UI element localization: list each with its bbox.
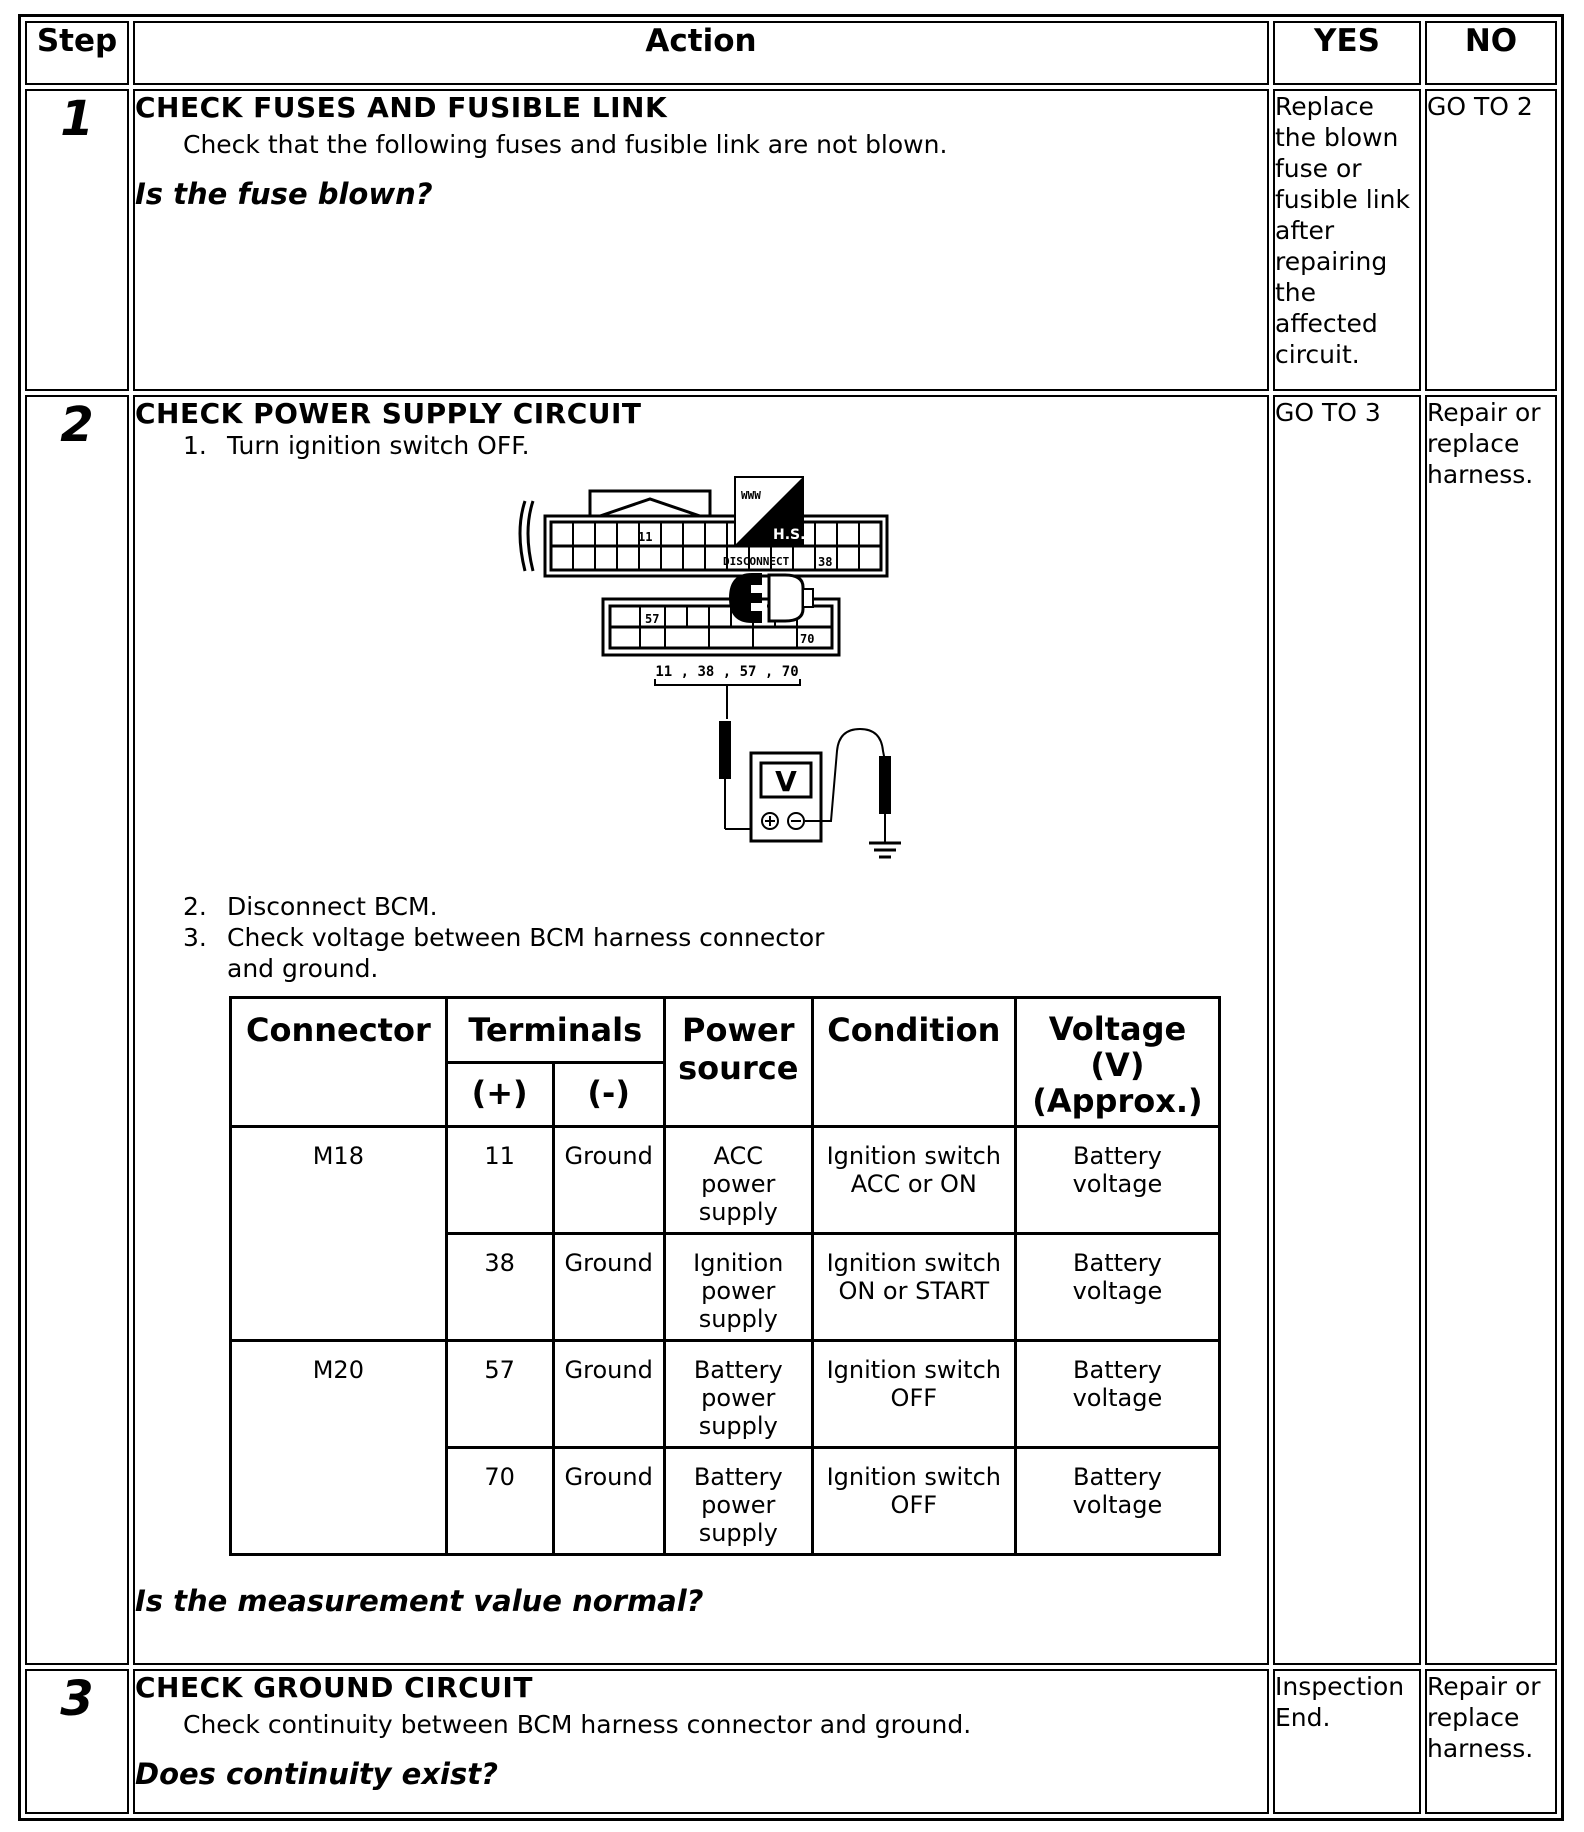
step-question: Does continuity exist? bbox=[135, 1757, 498, 1791]
step-question: Is the fuse blown? bbox=[135, 177, 433, 211]
list-item bbox=[183, 891, 1267, 922]
cell-line: Ignition switch bbox=[826, 1463, 1001, 1491]
spec-header-terminals: Terminals bbox=[446, 998, 664, 1063]
pin-label: 38 bbox=[818, 555, 833, 569]
cell-line: supply bbox=[698, 1519, 778, 1547]
disconnect-icon bbox=[729, 573, 813, 623]
disconnect-label: DISCONNECT bbox=[723, 555, 790, 568]
step-action bbox=[133, 395, 1269, 1665]
list-item bbox=[183, 430, 1267, 461]
cell-line: supply bbox=[698, 1412, 778, 1440]
step-text: Check that the following fuses and fusible link are not blown. bbox=[183, 130, 948, 159]
cell-line: supply bbox=[698, 1198, 778, 1226]
cell-plus: 38 bbox=[446, 1234, 553, 1341]
table-row bbox=[231, 1127, 1220, 1234]
cell-voltage bbox=[1015, 1234, 1219, 1341]
header-yes: YES bbox=[1273, 21, 1421, 85]
spec-header-power-line1: Power bbox=[682, 1011, 795, 1049]
cell-line: Ignition switch bbox=[826, 1356, 1001, 1384]
step-row-3 bbox=[25, 1669, 1557, 1814]
list-item bbox=[183, 922, 1267, 953]
step-text: Check continuity between BCM harness connector and ground. bbox=[183, 1710, 972, 1739]
voltage-spec-table bbox=[229, 996, 1221, 1556]
connector-diagram bbox=[135, 461, 1267, 891]
step-row-1 bbox=[25, 89, 1557, 391]
cell-line: ON or START bbox=[838, 1277, 990, 1305]
list-text: Turn ignition switch OFF. bbox=[227, 431, 530, 460]
pin-label: 11 bbox=[638, 530, 653, 544]
terminals-label: 11 , 38 , 57 , 70 bbox=[655, 664, 799, 680]
hs-top-label: WWW bbox=[741, 489, 761, 502]
cell-line: voltage bbox=[1072, 1277, 1163, 1305]
cell-condition bbox=[812, 1341, 1015, 1448]
cell-line: supply bbox=[698, 1305, 778, 1333]
cell-connector: M20 bbox=[231, 1341, 447, 1555]
step-action bbox=[133, 89, 1269, 391]
cell-condition bbox=[812, 1127, 1015, 1234]
cell-line: voltage bbox=[1072, 1491, 1163, 1519]
diagnosis-procedure-table bbox=[18, 14, 1564, 1821]
cell-line: Battery bbox=[1073, 1142, 1162, 1170]
list-text: and ground. bbox=[227, 954, 379, 983]
cell-power bbox=[664, 1127, 812, 1234]
cell-line: Battery bbox=[1073, 1463, 1162, 1491]
spec-header-minus: (-) bbox=[553, 1062, 664, 1127]
hs-icon bbox=[735, 477, 805, 545]
step-number: 2 bbox=[25, 395, 129, 1665]
spec-header-voltage-line3: (Approx.) bbox=[1032, 1082, 1203, 1120]
pin-label: 70 bbox=[800, 632, 815, 646]
cell-line: voltage bbox=[1072, 1384, 1163, 1412]
spec-header-row bbox=[231, 998, 1220, 1063]
spec-header-condition: Condition bbox=[812, 998, 1015, 1127]
header-no: NO bbox=[1425, 21, 1557, 85]
table-row bbox=[231, 1341, 1220, 1448]
hs-label: H.S. bbox=[773, 527, 806, 543]
step-title: CHECK FUSES AND FUSIBLE LINK bbox=[135, 91, 668, 124]
list-number: 1. bbox=[183, 431, 207, 460]
step-row-2 bbox=[25, 395, 1557, 1665]
spec-header-voltage bbox=[1015, 998, 1219, 1127]
cell-plus: 57 bbox=[446, 1341, 553, 1448]
condition-icons bbox=[717, 473, 837, 643]
cell-voltage bbox=[1015, 1341, 1219, 1448]
cell-power bbox=[664, 1341, 812, 1448]
cell-line: Battery bbox=[693, 1463, 783, 1491]
main-table bbox=[21, 17, 1561, 1818]
list-text: Disconnect BCM. bbox=[227, 892, 438, 921]
step-yes: Replace the blown fuse or fusible link after repairing the affected circuit. bbox=[1273, 89, 1421, 391]
cell-line: Battery bbox=[693, 1356, 783, 1384]
step-yes: Inspection End. bbox=[1273, 1669, 1421, 1814]
cell-plus: 70 bbox=[446, 1448, 553, 1555]
cell-line: power bbox=[701, 1170, 776, 1198]
list-number: 3. bbox=[183, 923, 207, 952]
step-yes: GO TO 3 bbox=[1273, 395, 1421, 1665]
cell-line: Battery bbox=[1073, 1249, 1162, 1277]
cell-line: power bbox=[701, 1277, 776, 1305]
spec-header-plus: (+) bbox=[446, 1062, 553, 1127]
cell-line: OFF bbox=[890, 1384, 938, 1412]
step-action bbox=[133, 1669, 1269, 1814]
spec-header-connector: Connector bbox=[231, 998, 447, 1127]
pin-label: 57 bbox=[645, 612, 660, 626]
cell-power bbox=[664, 1448, 812, 1555]
step-no: GO TO 2 bbox=[1425, 89, 1557, 391]
cell-line: power bbox=[701, 1491, 776, 1519]
step-title: CHECK GROUND CIRCUIT bbox=[135, 1671, 533, 1704]
cell-minus: Ground bbox=[553, 1448, 664, 1555]
cell-line: voltage bbox=[1072, 1170, 1163, 1198]
spec-header-power bbox=[664, 998, 812, 1127]
cell-line: Ignition bbox=[693, 1249, 784, 1277]
list-text: Check voltage between BCM harness connector bbox=[227, 923, 825, 952]
cell-minus: Ground bbox=[553, 1341, 664, 1448]
cell-line: Battery bbox=[1073, 1356, 1162, 1384]
step-no: Repair or replace harness. bbox=[1425, 395, 1557, 1665]
voltage-check-illustration bbox=[455, 471, 975, 891]
step-question: Is the measurement value normal? bbox=[135, 1584, 704, 1618]
cell-plus: 11 bbox=[446, 1127, 553, 1234]
cell-condition bbox=[812, 1234, 1015, 1341]
cell-line: OFF bbox=[890, 1491, 938, 1519]
list-number: 2. bbox=[183, 892, 207, 921]
header-step: Step bbox=[25, 21, 129, 85]
cell-connector: M18 bbox=[231, 1127, 447, 1341]
cell-power bbox=[664, 1234, 812, 1341]
cell-line: Ignition switch bbox=[826, 1249, 1001, 1277]
spec-header-power-line2: source bbox=[678, 1049, 799, 1087]
cell-minus: Ground bbox=[553, 1127, 664, 1234]
spec-header-voltage-line2: (V) bbox=[1090, 1046, 1145, 1084]
list-item-continuation bbox=[183, 953, 1267, 984]
meter-symbol: V bbox=[775, 765, 797, 798]
cell-line: ACC bbox=[713, 1142, 764, 1170]
cell-line: power bbox=[701, 1384, 776, 1412]
cell-voltage bbox=[1015, 1448, 1219, 1555]
step-title: CHECK POWER SUPPLY CIRCUIT bbox=[135, 397, 642, 430]
step-number: 1 bbox=[25, 89, 129, 391]
header-row bbox=[25, 21, 1557, 85]
step-number: 3 bbox=[25, 1669, 129, 1814]
cell-condition bbox=[812, 1448, 1015, 1555]
cell-line: Ignition switch bbox=[826, 1142, 1001, 1170]
spec-header-voltage-line1: Voltage bbox=[1048, 1010, 1187, 1048]
step-no: Repair or replace harness. bbox=[1425, 1669, 1557, 1814]
cell-minus: Ground bbox=[553, 1234, 664, 1341]
header-action: Action bbox=[133, 21, 1269, 85]
voltmeter-illustration bbox=[719, 721, 901, 857]
cell-voltage bbox=[1015, 1127, 1219, 1234]
cell-line: ACC or ON bbox=[850, 1170, 977, 1198]
